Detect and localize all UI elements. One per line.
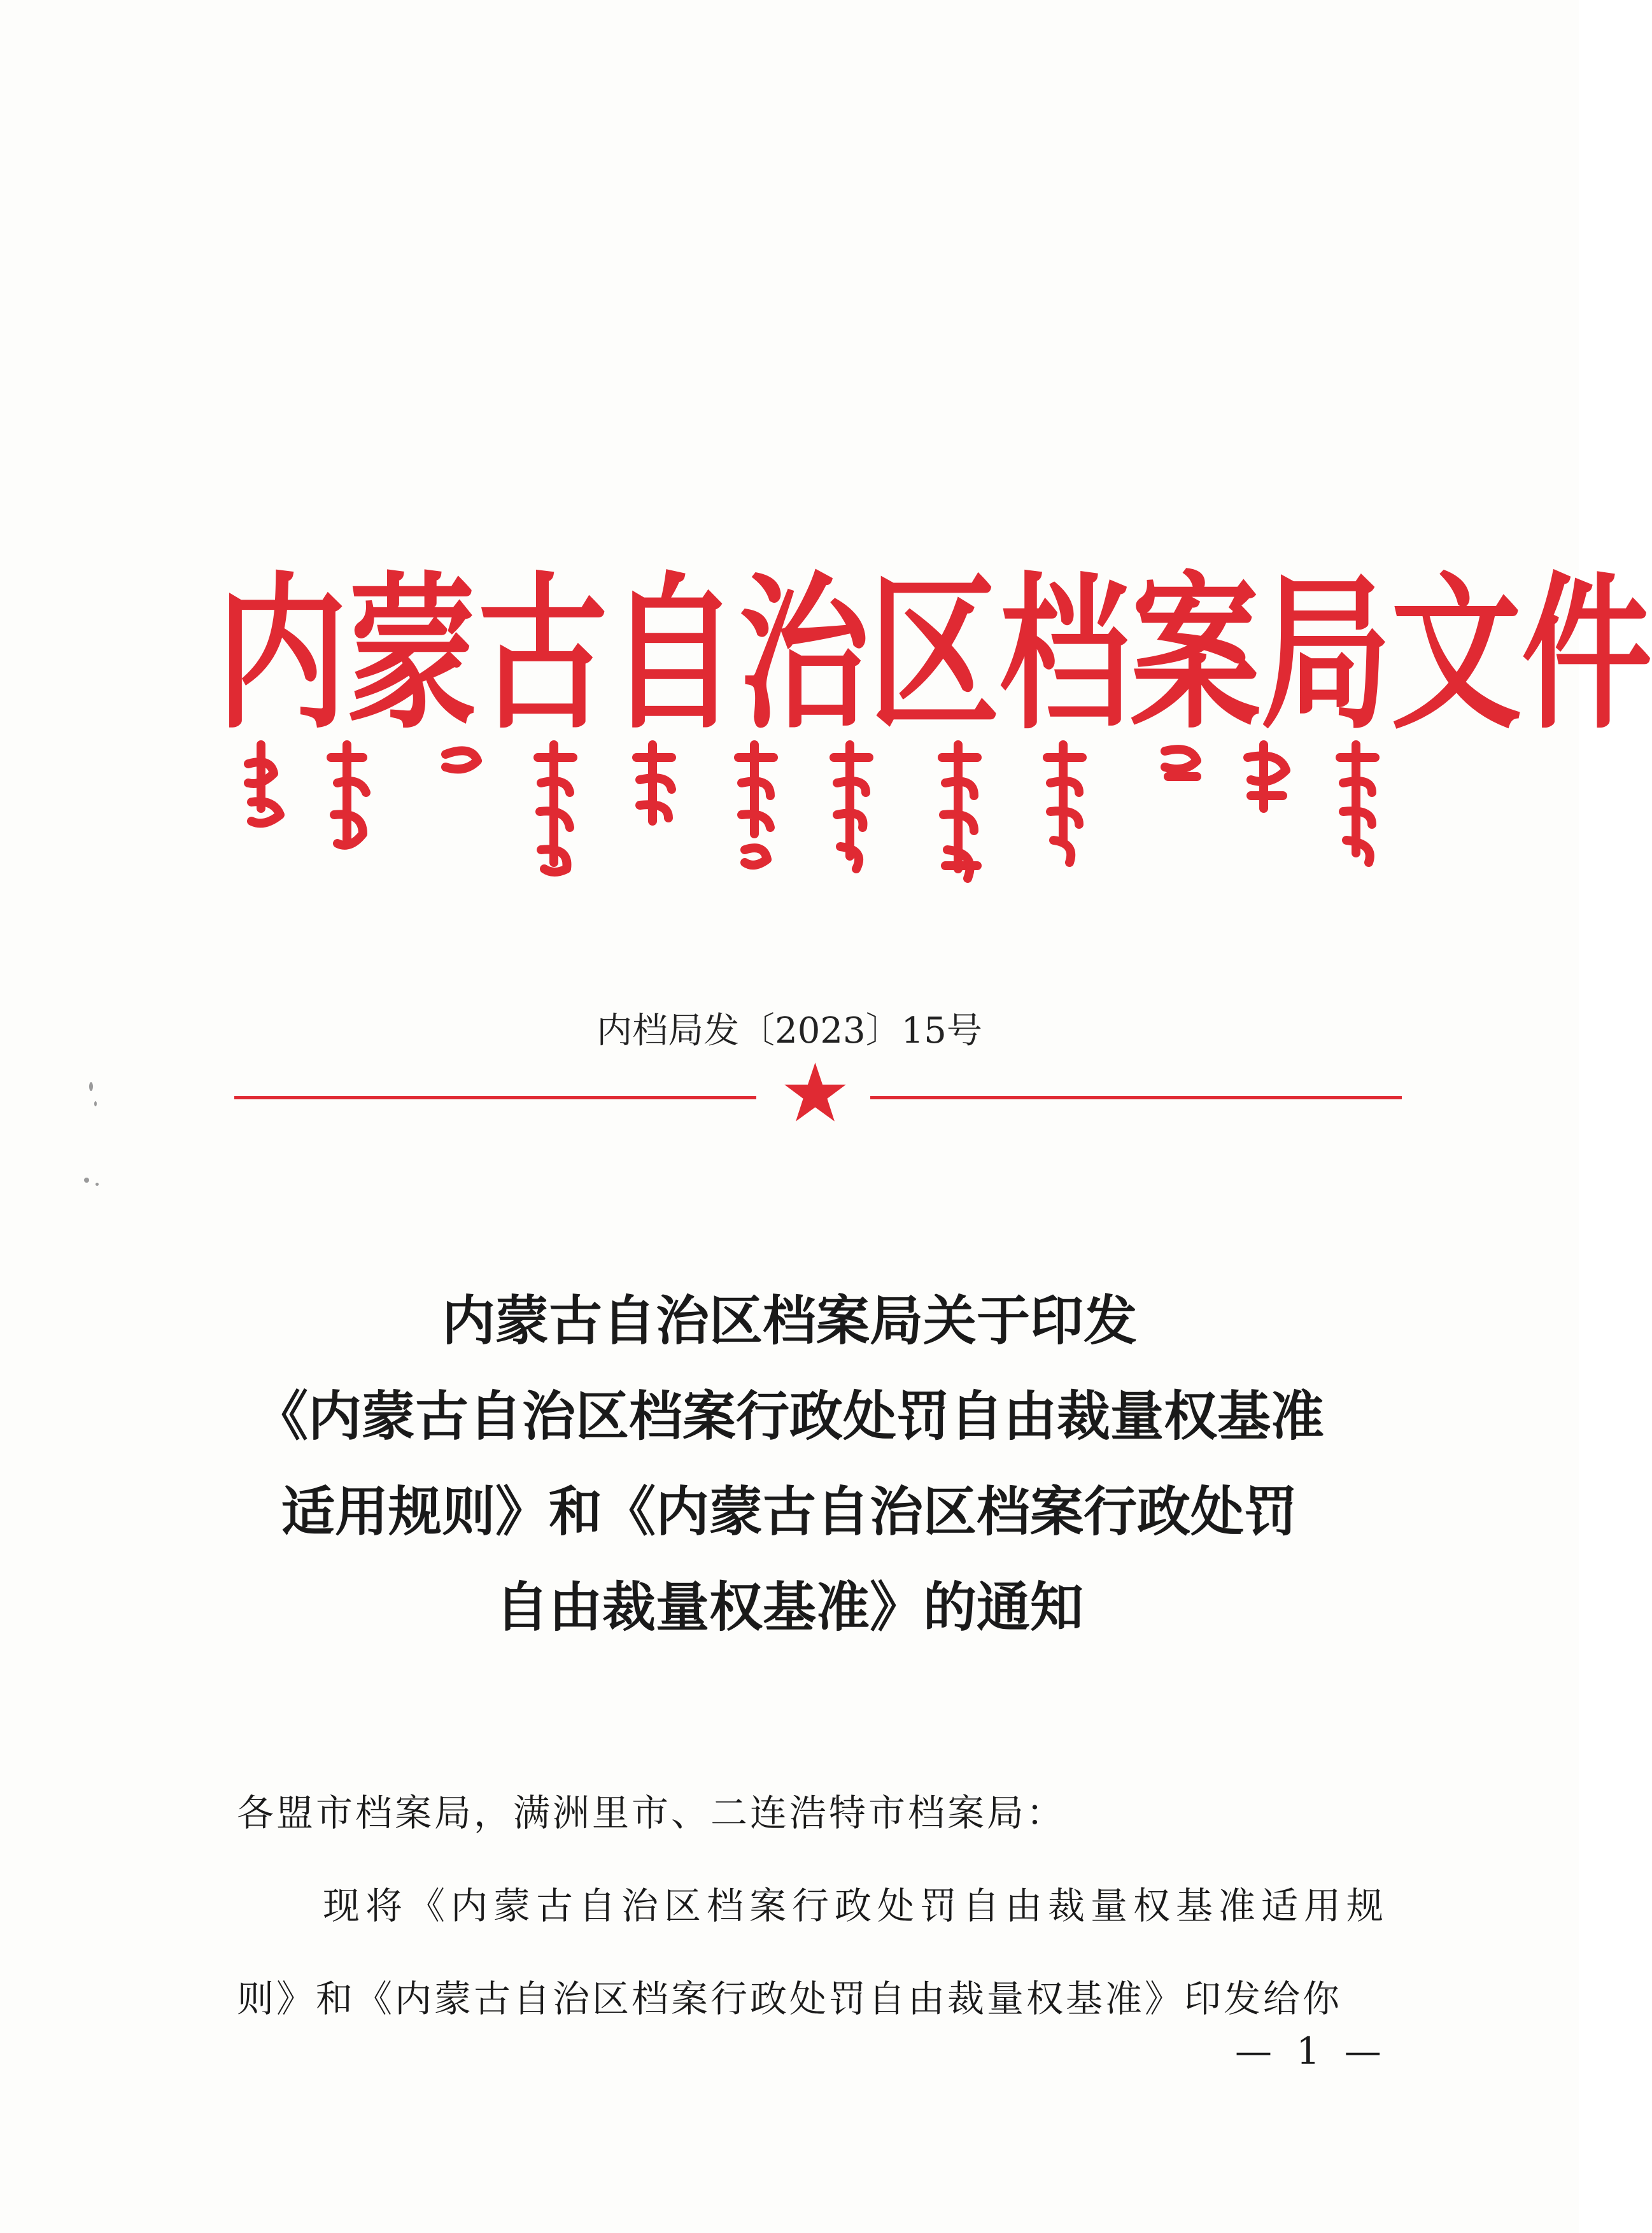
notice-title-line: 自由裁量权基准》的通知: [495, 1575, 1084, 1638]
org-header-char: 古: [477, 556, 608, 752]
org-header-char: 件: [1521, 556, 1652, 752]
notice-title-line: 《内蒙古自治区档案行政处罚自由裁量权基准: [254, 1384, 1324, 1448]
page-number: — 1 —: [1235, 2029, 1388, 2073]
notice-title-line: 内蒙古自治区档案局关于印发: [441, 1289, 1137, 1352]
body-paragraph-line: 则》和《内蒙古自治区档案行政处罚自由裁量权基准》印发给你: [237, 1977, 1343, 2020]
body-paragraph-line: 现将《内蒙古自治区档案行政处罚自由裁量权基准适用规: [323, 1884, 1390, 1927]
scan-speck: [94, 1101, 97, 1106]
org-header-title: [216, 556, 1652, 752]
org-header-char: 治: [738, 556, 869, 752]
notice-body: [237, 1766, 1402, 2045]
scan-speck: [95, 1183, 99, 1186]
scan-speck: [89, 1082, 93, 1091]
org-header-char: 档: [999, 556, 1130, 752]
org-header-char: 局: [1260, 556, 1391, 752]
org-header-char: 自: [608, 556, 738, 752]
document-number: 内档局发〔2023〕15号: [597, 1010, 982, 1052]
red-divider-right: [870, 1096, 1402, 1099]
org-header-char: 案: [1130, 556, 1260, 752]
notice-title-line: 适用规则》和《内蒙古自治区档案行政处罚: [281, 1480, 1297, 1543]
red-divider-left: [234, 1096, 756, 1099]
mongolian-script-header: [236, 738, 1381, 885]
salutation: 各盟市档案局，满洲里市、二连浩特市档案局：: [237, 1791, 1066, 1835]
org-header-char: 蒙: [347, 556, 477, 752]
org-header-char: 区: [869, 556, 999, 752]
red-star-icon: [782, 1060, 849, 1127]
notice-title: [191, 1273, 1388, 1655]
org-header-char: 文: [1391, 556, 1521, 752]
org-header-char: 内: [216, 556, 347, 752]
scan-speck: [84, 1178, 89, 1183]
